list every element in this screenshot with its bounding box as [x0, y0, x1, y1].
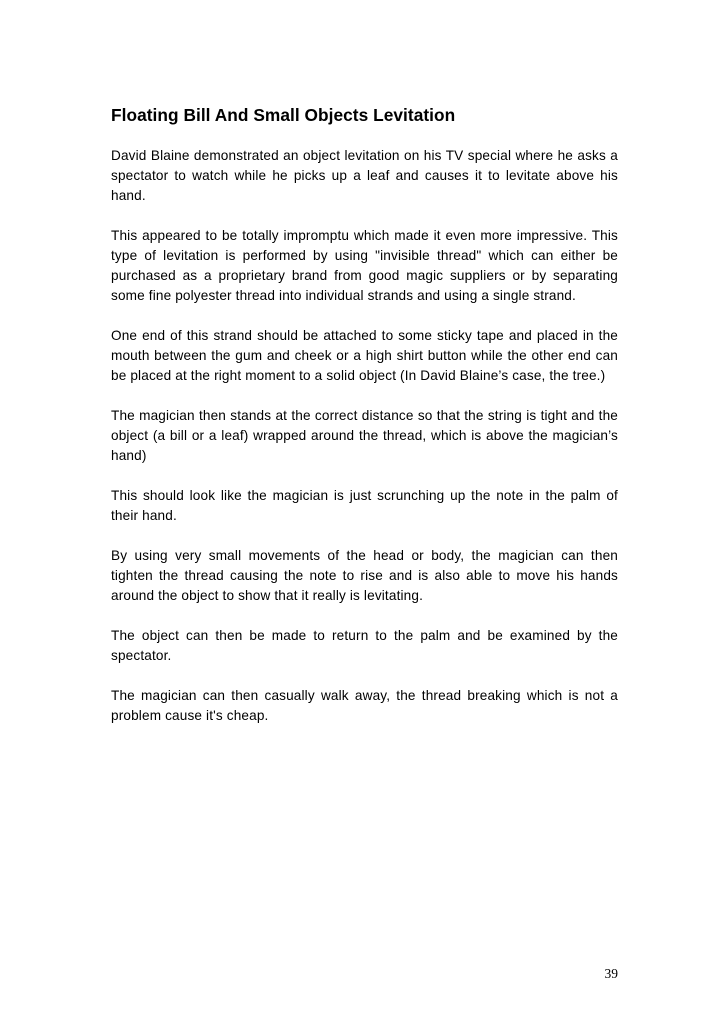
- paragraph-1: David Blaine demonstrated an object levitation on his TV special where he asks a spectator to watch while he picks up a leaf and causes it to levitate above his hand.: [111, 148, 618, 203]
- page-content: [111, 104, 618, 746]
- paragraph-4: The magician then stands at the correct distance so that the string is tight and the object (a bill or a leaf) wrapped around the thread, which is above the magician’s hand): [111, 408, 618, 463]
- paragraph-8: The magician can then casually walk away, the thread breaking which is not a problem cause it's cheap.: [111, 688, 618, 723]
- section-title: Floating Bill And Small Objects Levitation: [111, 105, 456, 125]
- paragraph-2: This appeared to be totally impromptu which made it even more impressive. This type of levitation is performed by using "invisible thread" which can either be purchased as a proprietary brand from good magic suppliers or by separating some fine polyester thread into individual strands and using a single strand.: [111, 228, 618, 303]
- paragraph-3: One end of this strand should be attached to some sticky tape and placed in the mouth between the gum and cheek or a high shirt button while the other end can be placed at the right moment to a solid object (In David Blaine’s case, the tree.): [111, 328, 618, 383]
- paragraph-6: By using very small movements of the head or body, the magician can then tighten the thread causing the note to rise and is also able to move his hands around the object to show that it really is levitating.: [111, 548, 618, 603]
- paragraph-5: This should look like the magician is just scrunching up the note in the palm of their hand.: [111, 488, 618, 523]
- paragraph-7: The object can then be made to return to the palm and be examined by the spectator.: [111, 628, 618, 663]
- page-number: 39: [604, 966, 618, 981]
